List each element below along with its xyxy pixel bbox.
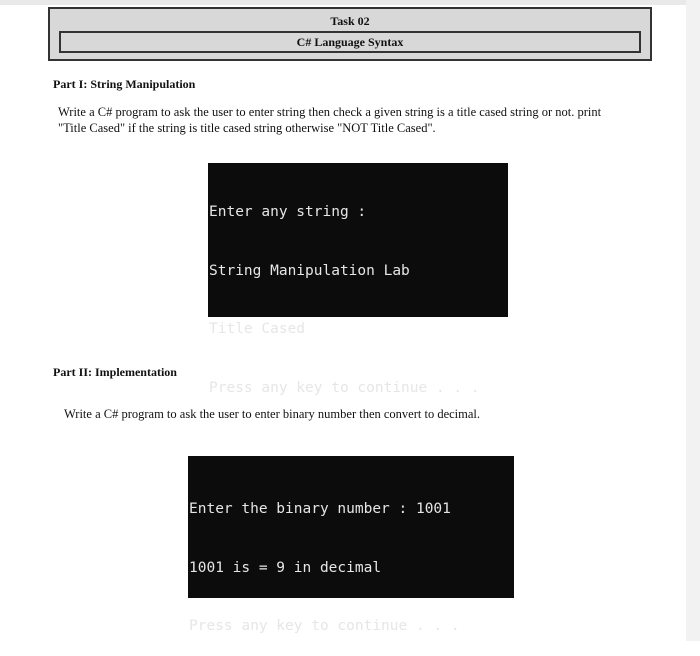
console-line: Press any key to continue . . .: [189, 618, 460, 634]
part1-description-line2: "Title Cased" if the string is title cased string otherwise "NOT Title Cased".: [58, 121, 436, 135]
page-top-edge: [0, 0, 700, 5]
task-subtitle: C# Language Syntax: [59, 31, 641, 53]
console-line: Press any key to continue . . .: [209, 379, 480, 396]
part1-description: [58, 104, 658, 136]
part1-heading: Part I: String Manipulation: [53, 77, 196, 91]
part1-description-line1: Write a C# program to ask the user to enter string then check a given string is a title cased string or not. print: [58, 105, 602, 119]
console-line: Title Cased: [209, 321, 306, 337]
task-header-box: [48, 7, 652, 61]
part2-heading: Part II: Implementation: [53, 365, 177, 379]
console-line: Enter the binary number : 1001: [189, 501, 451, 517]
task-title: Task 02: [330, 14, 370, 28]
console-line: Enter any string :: [209, 204, 367, 220]
console-line: 1001 is = 9 in decimal: [189, 559, 382, 576]
page-right-edge: [686, 0, 700, 641]
part2-console-output: [188, 456, 514, 634]
part1-console-output: [208, 163, 508, 396]
console-line: String Manipulation Lab: [209, 262, 410, 279]
part2-description: Write a C# program to ask the user to enter binary number then convert to decimal.: [64, 407, 481, 421]
